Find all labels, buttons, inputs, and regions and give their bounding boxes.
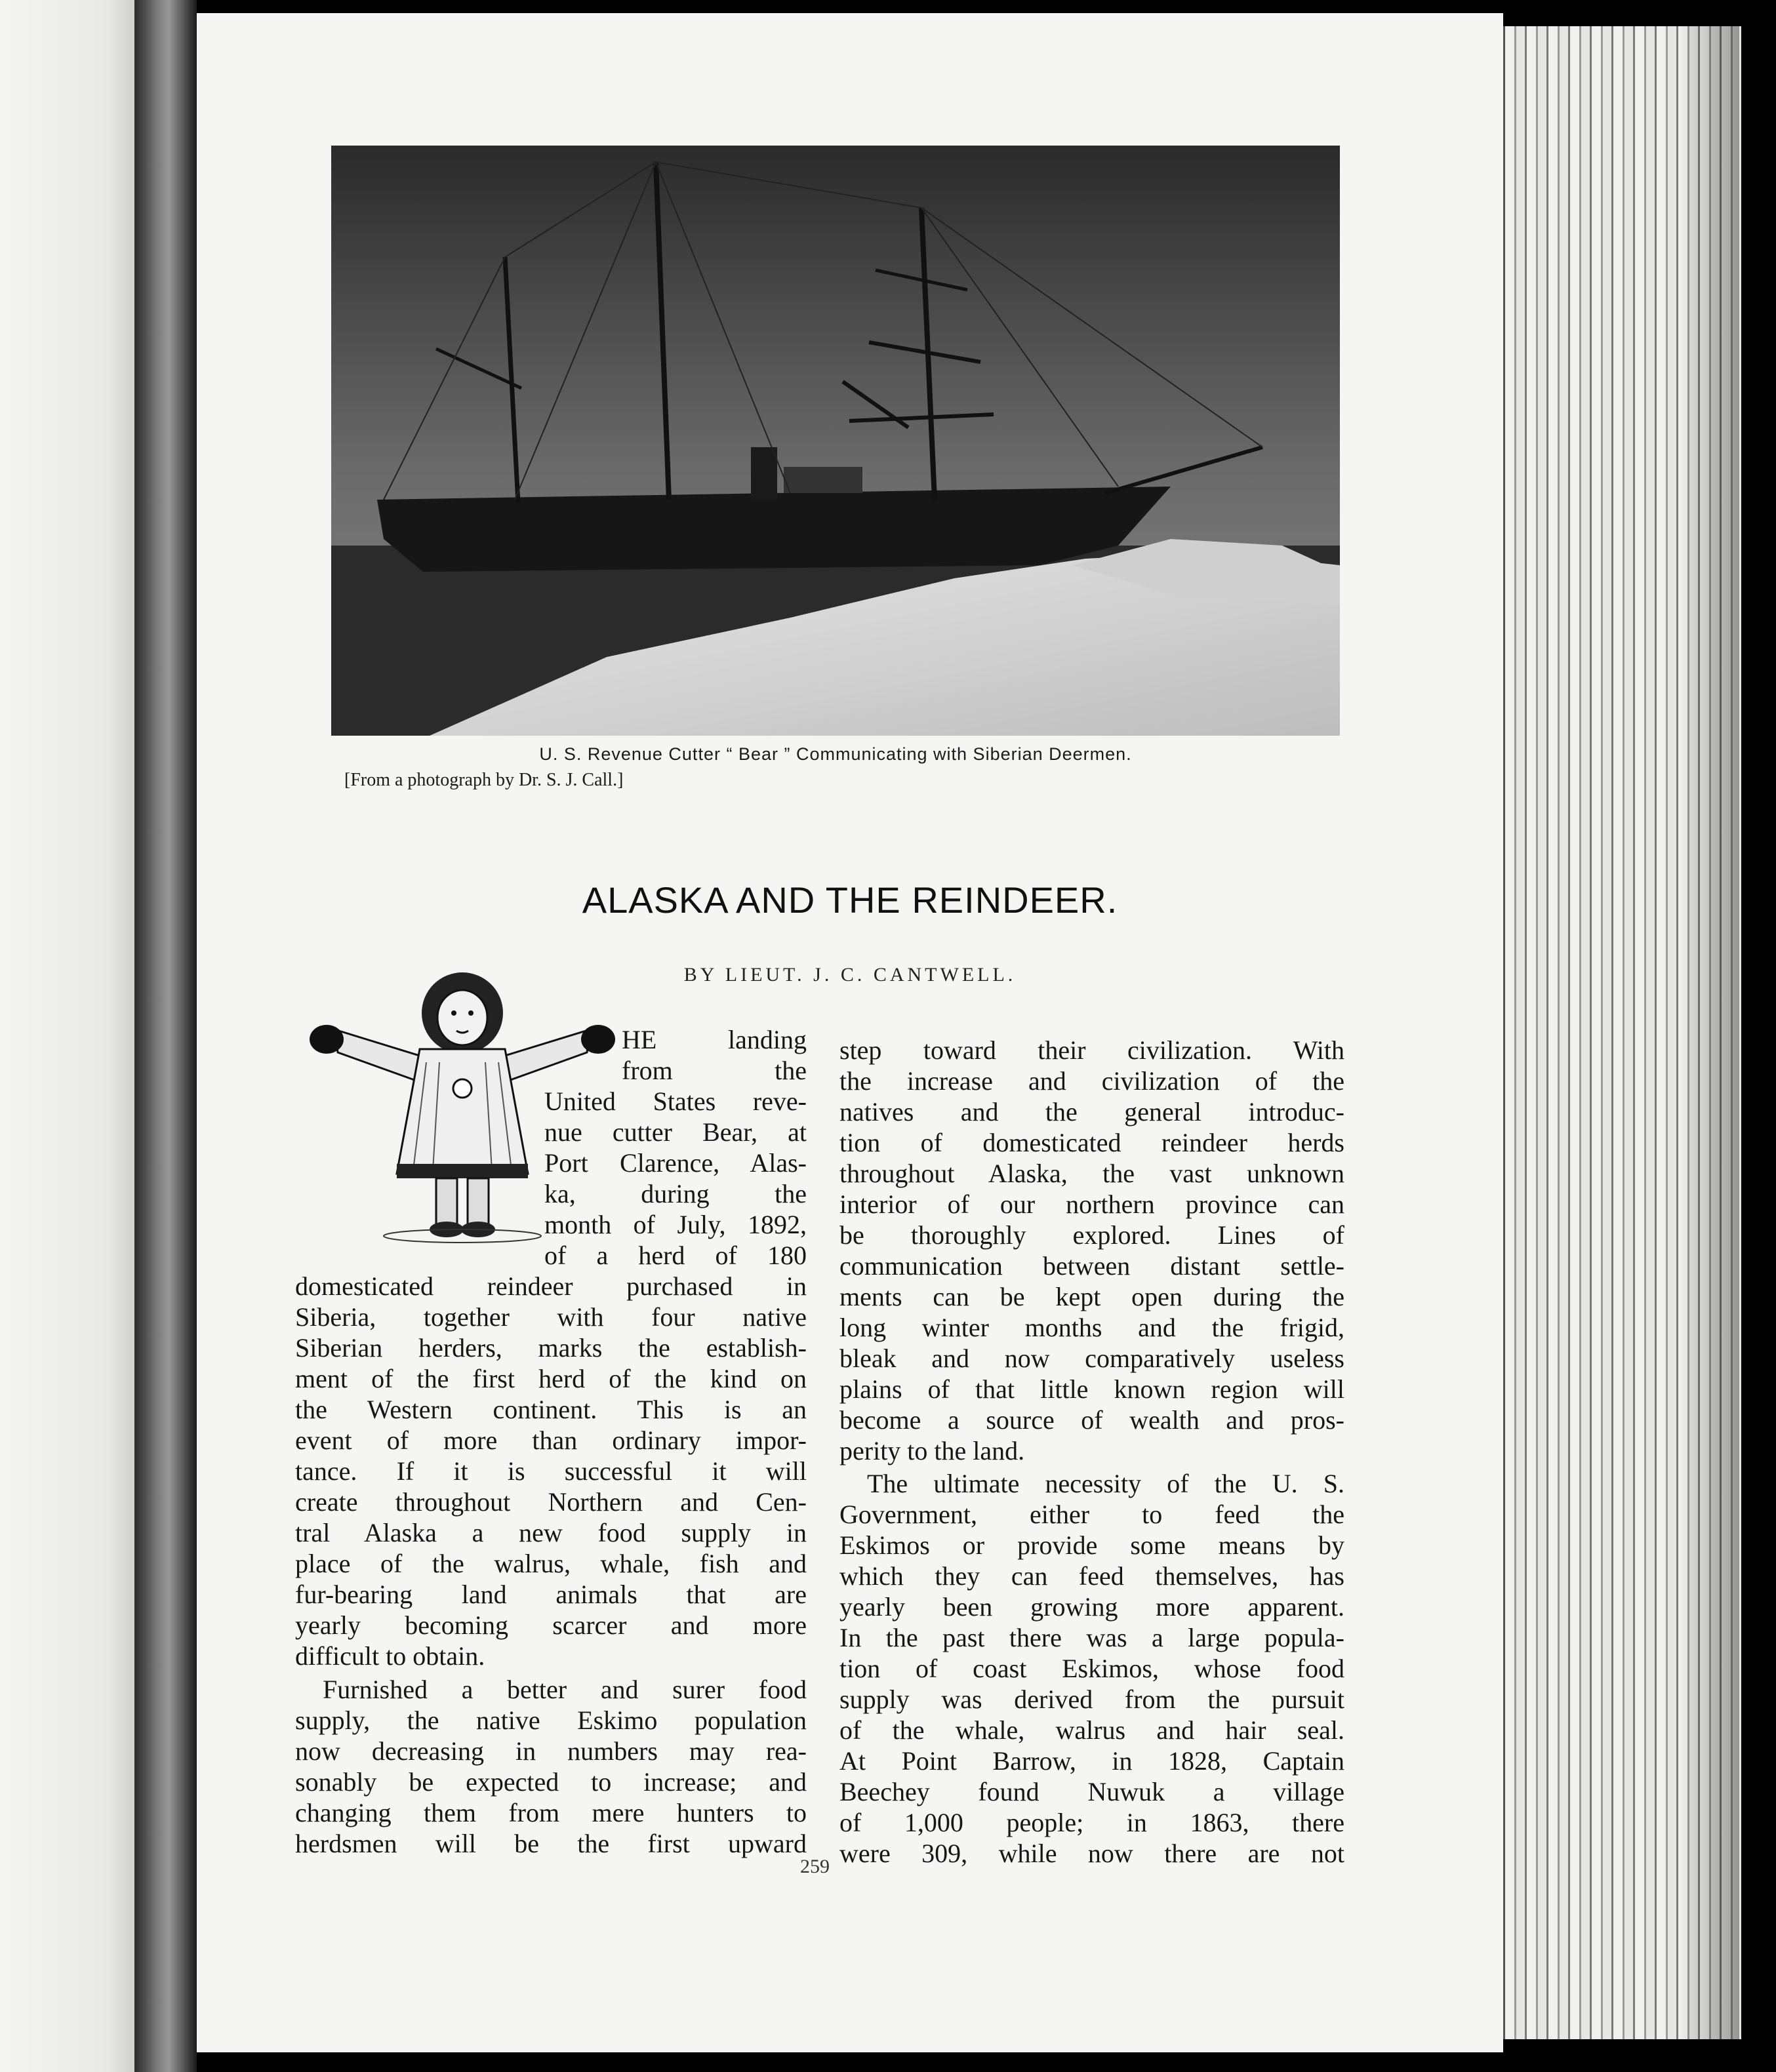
article-title: ALASKA AND THE REINDEER. (582, 879, 1118, 921)
col1-line: tance. If it is successful it will (295, 1456, 807, 1486)
col1-line: ment of the first herd of the kind on (295, 1364, 807, 1393)
col2-line: of 1,000 people; in 1863, there (839, 1808, 1344, 1837)
col2-line: tion of domesticated reindeer herds (839, 1128, 1344, 1157)
ship-photograph (331, 146, 1340, 736)
col1-line: United States reve- (544, 1086, 807, 1116)
col1-line: fur-bearing land animals that are (295, 1580, 807, 1609)
col2-line: ments can be kept open during the (839, 1282, 1344, 1311)
col2-line: the increase and civilization of the (839, 1066, 1344, 1096)
col2-line: become a source of wealth and pros- (839, 1405, 1344, 1435)
col2-line: The ultimate necessity of the U. S. (867, 1469, 1344, 1498)
col1-line: herdsmen will be the first upward (295, 1829, 807, 1858)
col2-line: tion of coast Eskimos, whose food (839, 1654, 1344, 1683)
col2-line: interior of our northern province can (839, 1189, 1344, 1219)
col1-line: create throughout Northern and Cen- (295, 1487, 807, 1517)
col1-line: yearly becoming scarcer and more (295, 1610, 807, 1640)
col1-line: event of more than ordinary impor- (295, 1425, 807, 1455)
col1-line: now decreasing in numbers may rea- (295, 1736, 807, 1766)
col1-line: from the (622, 1056, 807, 1085)
col2-line: communication between distant settle- (839, 1251, 1344, 1281)
col2-line: perity to the land. (839, 1436, 1025, 1465)
col2-line: plains of that little known region will (839, 1374, 1344, 1404)
col2-line: long winter months and the frigid, (839, 1313, 1344, 1342)
col2-line: supply was derived from the pursuit (839, 1684, 1344, 1714)
article-byline: BY LIEUT. J. C. CANTWELL. (683, 964, 1017, 986)
col1-line: difficult to obtain. (295, 1641, 485, 1671)
col2-line: Government, either to feed the (839, 1500, 1344, 1529)
col2-line: bleak and now comparatively useless (839, 1344, 1344, 1373)
col2-line: natives and the general introduc- (839, 1097, 1344, 1126)
col2-line: step toward their civilization. With (839, 1035, 1344, 1065)
col1-line: tral Alaska a new food supply in (295, 1518, 807, 1547)
photo-caption: U. S. Revenue Cutter “ Bear ” Communicating with Siberian Deermen. (539, 744, 1132, 764)
col2-line: Eskimos or provide some means by (839, 1530, 1344, 1560)
page-number: 259 (800, 1856, 830, 1877)
col1-line: of a herd of 180 (544, 1241, 807, 1270)
col1-line: Siberian herders, marks the establish- (295, 1333, 807, 1363)
col1-line: domesticated reindeer purchased in (295, 1271, 807, 1301)
col1-line: Furnished a better and surer food (323, 1675, 807, 1704)
col2-line: of the whale, walrus and hair seal. (839, 1715, 1344, 1745)
col1-line: supply, the native Eskimo population (295, 1705, 807, 1735)
photo-credit: [From a photograph by Dr. S. J. Call.] (344, 770, 624, 790)
col1-line: changing them from mere hunters to (295, 1798, 807, 1827)
col2-line: were 309, while now there are not (839, 1839, 1344, 1868)
book-gutter (134, 0, 197, 2072)
col1-line: Siberia, together with four native (295, 1302, 807, 1332)
col2-line: In the past there was a large popula- (839, 1623, 1344, 1652)
ship-photograph-image (331, 146, 1340, 736)
col2-line: Beechey found Nuwuk a village (839, 1777, 1344, 1806)
col1-line: nue cutter Bear, at (544, 1117, 807, 1147)
col1-line: the Western continent. This is an (295, 1395, 807, 1424)
col2-line: throughout Alaska, the vast unknown (839, 1159, 1344, 1188)
col2-line: be thoroughly explored. Lines of (839, 1220, 1344, 1250)
col2-line: which they can feed themselves, has (839, 1561, 1344, 1591)
facing-page-edge (0, 0, 134, 2072)
col1-line: sonably be expected to increase; and (295, 1767, 807, 1797)
col1-line: Port Clarence, Alas- (544, 1148, 807, 1178)
col1-line: month of July, 1892, (544, 1210, 807, 1239)
col1-line: place of the walrus, whale, fish and (295, 1549, 807, 1578)
col1-line: ka, during the (544, 1179, 807, 1208)
col1-line: HE landing (622, 1025, 807, 1054)
col2-line: At Point Barrow, in 1828, Captain (839, 1746, 1344, 1776)
page-edges-shadow (1679, 26, 1739, 2039)
col2-line: yearly been growing more apparent. (839, 1592, 1344, 1622)
